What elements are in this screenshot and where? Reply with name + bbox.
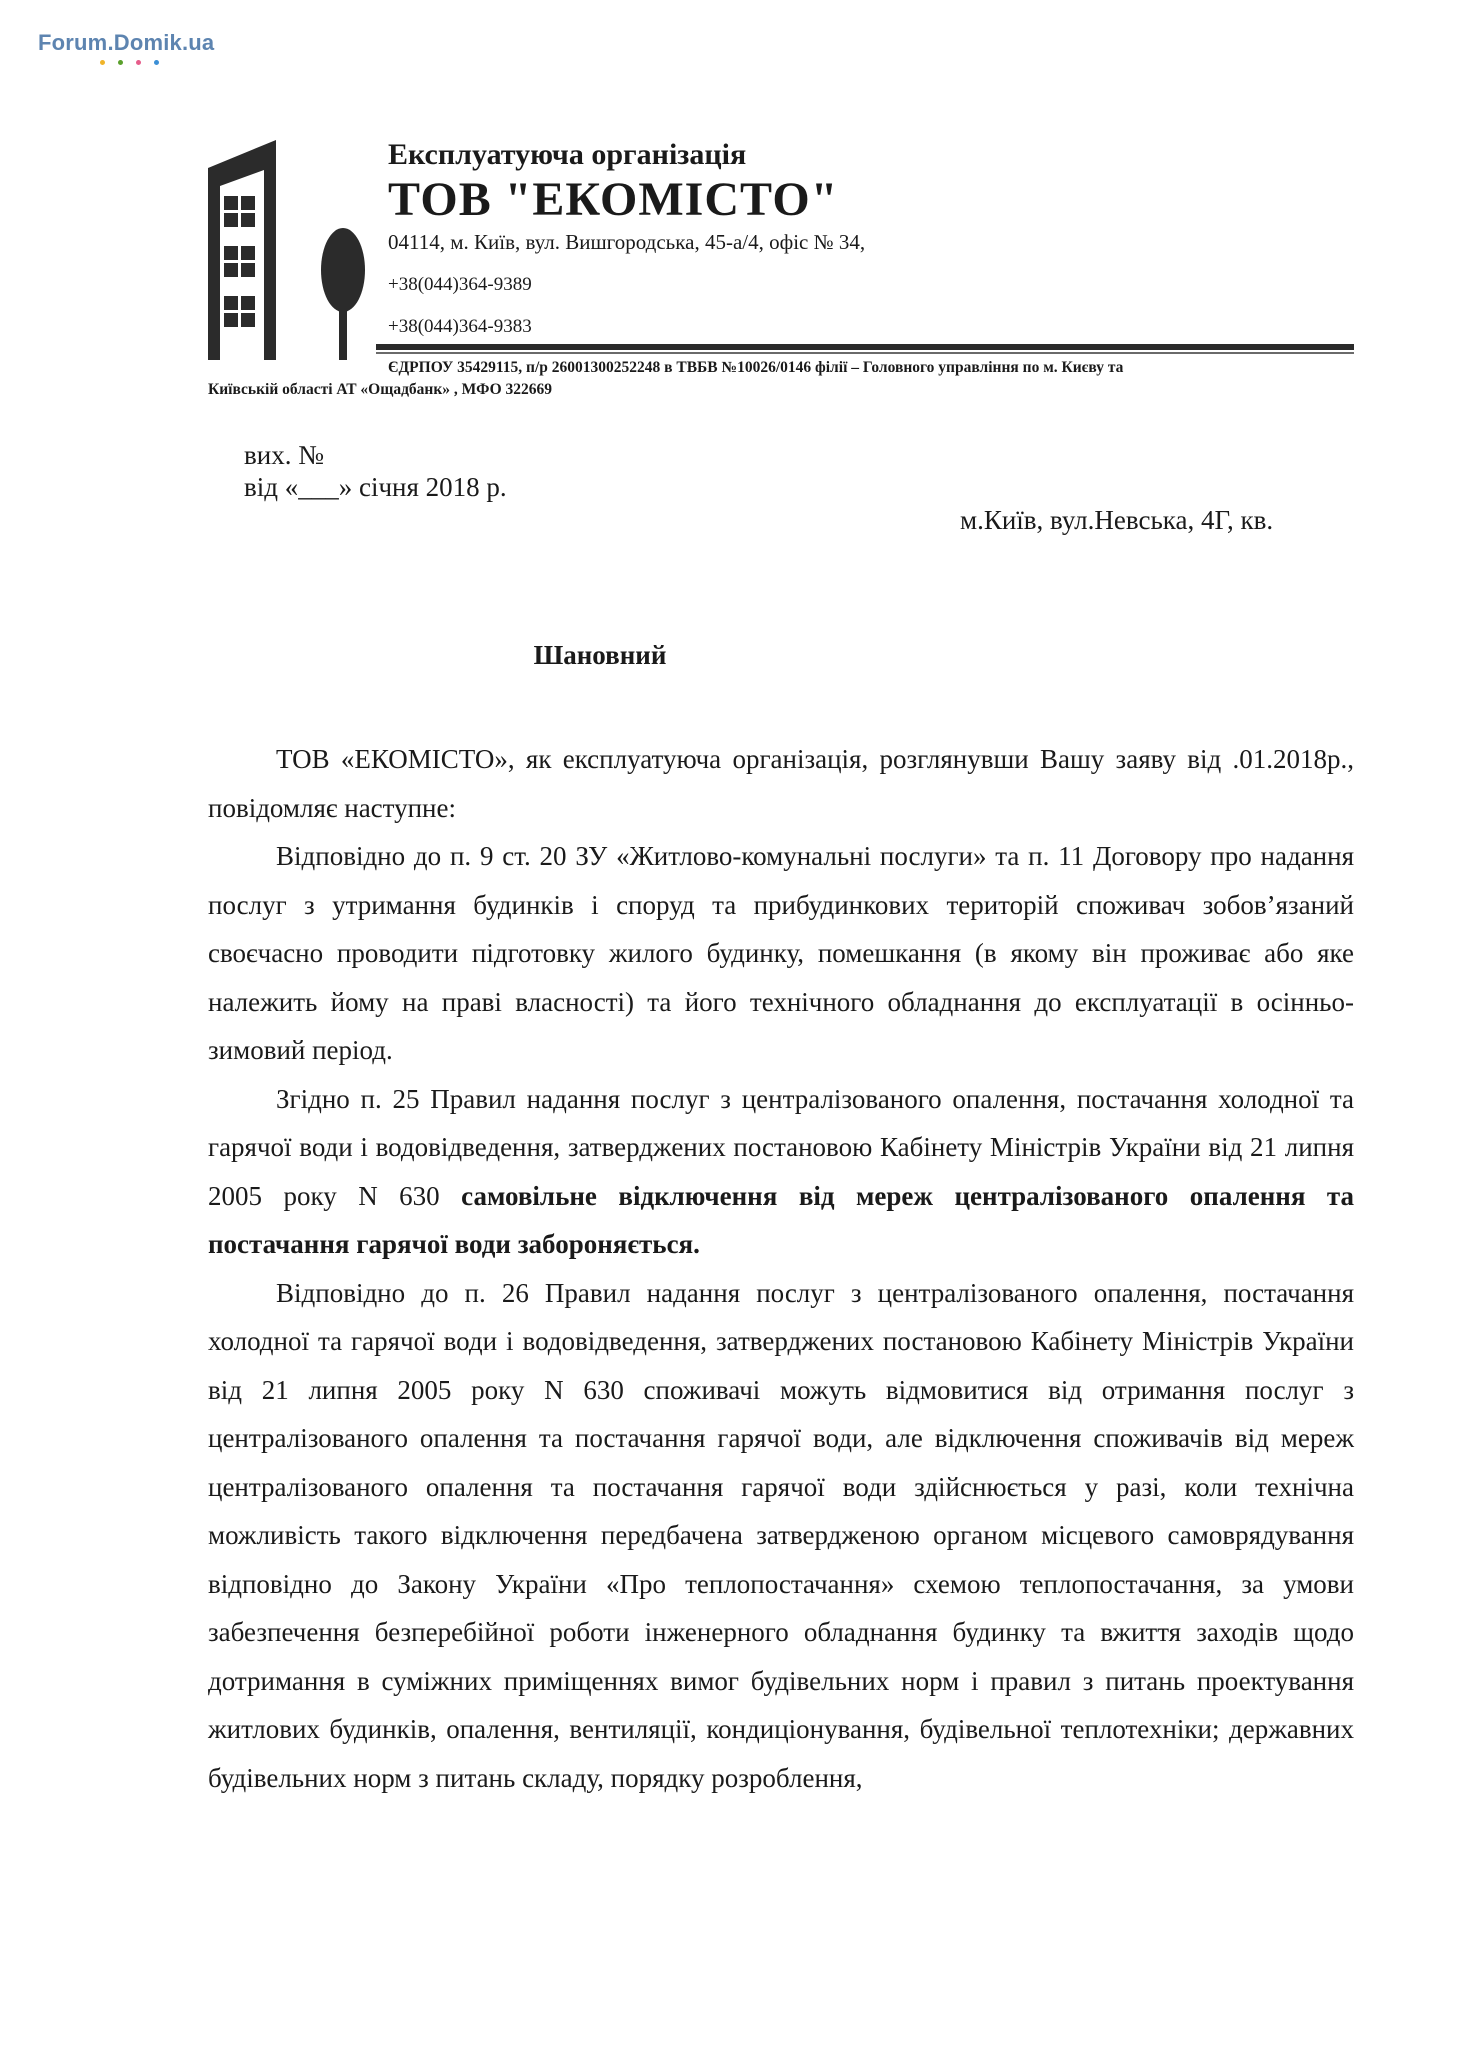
letter-date: від «___» січня 2018 р. [244,472,507,502]
watermark-dot [100,60,105,65]
paragraph [208,1269,1354,1803]
watermark-dot [136,60,141,65]
paragraph [208,832,1354,1075]
paragraph-text: Відповідно до п. 26 Правил надання послуг з централізованого опалення, постачання холодної та гарячої води і водовідведення, затверджених постановою Кабінету Міністрів України від 21 липня 2005 року N 630 споживачі можуть відмовитися від отримання послуг з централізованого опалення та постачання гарячої води, але відключення споживачів від мереж централізованого опалення та постачання гарячої води здійснюється у разі, коли технічна можливість такого відключення передбачена затвердженою органом місцевого самоврядування відповідно до Закону України «Про теплопостачання» схемою теплопостачання, за умови забезпечення безперебійної роботи інженерного обладнання будинку та вжиття заходів щодо дотримання в суміжних приміщеннях вимог будівельних норм і правил з питань проектування житлових будинків, опалення, вентиляції, кондиціонування, будівельної теплотехніки; державних будівельних норм з питань складу, порядку розроблення, [208,1277,1354,1793]
addressee: м.Київ, вул.Невська, 4Г, кв. [960,505,1274,535]
org-address: 04114, м. Київ, вул. Вишгородська, 45-а/4, офіс № 34, [388,230,866,254]
paragraph [208,1075,1354,1269]
bank-details: Київській області АТ «Ощадбанк» , МФО 322669 [208,381,553,398]
paragraph-bold-text: самовільне відключення від мереж централізованого опалення та постачання гарячої води забороняється. [208,1180,1355,1259]
salutation: Шановний [533,640,667,670]
org-name: ТОВ "ЕКОМІСТО" [388,173,839,226]
paragraph-text: Згідно п. 25 Правил надання послуг з централізованого опалення, постачання холодної та гарячої води і водовідведення, затверджених постановою Кабінету Міністрів України від 21 липня 2005 року N 630 [208,1083,1354,1211]
outgoing-number: вих. № [244,440,324,470]
watermark-dots [100,60,159,65]
letter-body [208,735,1354,1802]
header-divider [376,344,1354,350]
org-phone: +38(044)364-9383 [388,316,532,337]
org-phone: +38(044)364-9389 [388,274,532,295]
header-divider [376,352,1354,354]
paragraph-text: ТОВ «ЕКОМІСТО», як експлуатуюча організація, розглянувши Вашу заяву від .01.2018р., повідомляє наступне: [208,744,1354,823]
watermark-dot [154,60,159,65]
paragraph-text: Відповідно до п. 9 ст. 20 ЗУ «Житлово-комунальні послуги» та п. 11 Договору про надання послуг з утримання будинків і споруд та прибудинкових територій споживач зобов’язаний своєчасно проводити підготовку жилого будинку, помешкання (в якому він проживає або яке належить йому на праві власності) та його технічного обладнання до експлуатації в осінньо-зимовий період. [208,841,1354,1065]
building-logo-icon [208,140,368,360]
bank-details: ЄДРПОУ 35429115, п/р 26001300252248 в ТВБВ №10026/0146 філії – Головного управління по м. Києву та [388,359,1124,376]
watermark-dot [118,60,123,65]
watermark-logo: Forum.Domik.ua [38,30,215,55]
org-type: Експлуатуюча організація [388,138,747,171]
paragraph [208,735,1354,832]
